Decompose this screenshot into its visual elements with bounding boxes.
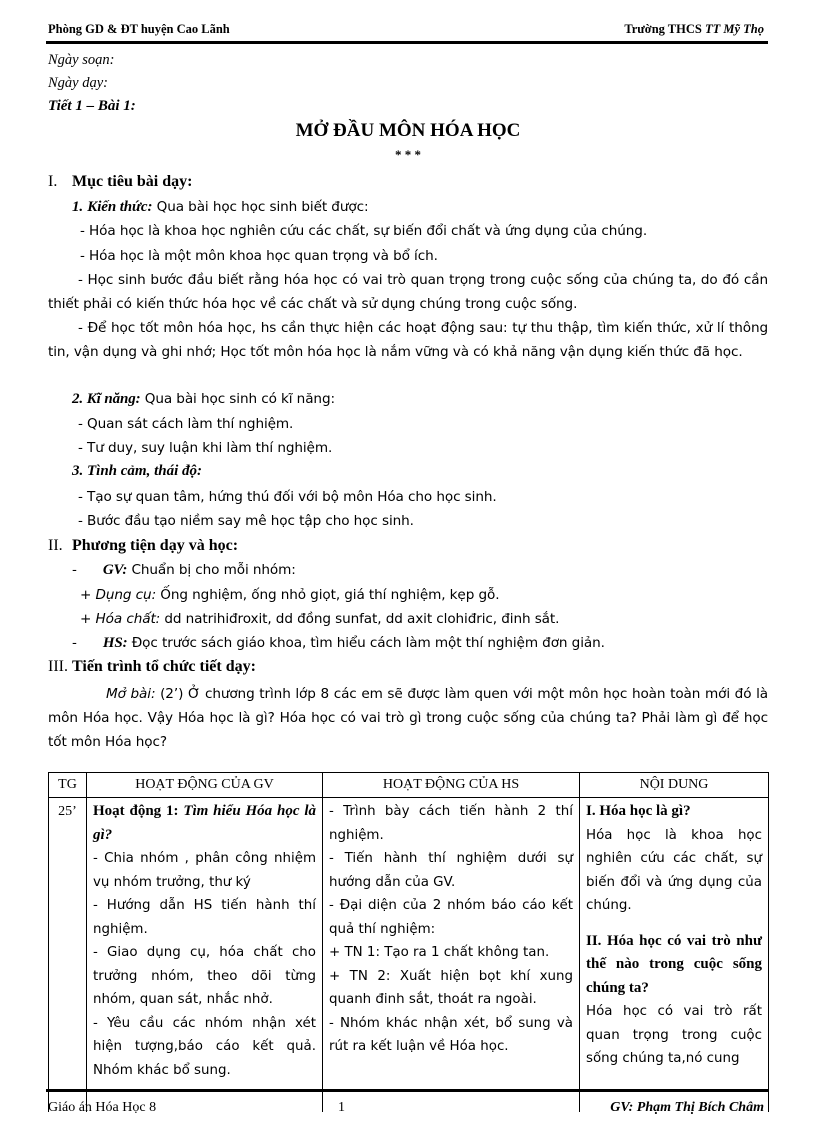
teacher-label: GV: xyxy=(102,562,128,578)
skills-label: 2. Kĩ năng: xyxy=(72,391,141,407)
tools-line xyxy=(80,587,499,603)
page-footer xyxy=(48,1100,764,1120)
attitude-line-2: - Bước đầu tạo niềm say mê học tập cho học sinh. xyxy=(78,513,414,529)
tools-plus: + xyxy=(80,587,92,603)
header-department: Phòng GD & ĐT huyện Cao Lãnh xyxy=(48,22,230,36)
title-ornament: * * * xyxy=(395,147,421,162)
content-spacer xyxy=(586,918,762,930)
tools-label: Dụng cụ: xyxy=(95,587,157,603)
knowledge-line-4: - Để học tốt môn hóa học, hs cần thực hiện các hoạt động sau: tự thu thập, tìm kiến thức, xử lí thông tin, vận dụng và ghi nhớ; Học tốt môn hóa học là nắm vững và có khả năng vận dụng kiến thức đã học. xyxy=(48,320,768,360)
footer-course: Giáo án Hóa Học 8 xyxy=(48,1100,157,1115)
section-1-number: I. xyxy=(48,173,58,190)
knowledge-line-1: - Hóa học là khoa học nghiên cứu các chất, sự biến đổi chất và ứng dụng của chúng. xyxy=(80,223,648,239)
header-teacher-activity: HOẠT ĐỘNG CỦA GV xyxy=(87,773,323,798)
header-student-activity: HOẠT ĐỘNG CỦA HS xyxy=(323,773,580,798)
teacher-step-2: - Hướng dẫn HS tiến hành thí nghiệm. xyxy=(93,898,316,937)
lesson-number: Tiết 1 – Bài 1: xyxy=(48,98,136,114)
student-label: HS: xyxy=(102,635,128,651)
table-row xyxy=(49,798,769,1113)
knowledge-number: 1. xyxy=(72,199,84,215)
activity-heading-title: Tìm hiểu Hóa học là gì? xyxy=(93,803,317,843)
section-2-number: II. xyxy=(48,537,63,554)
student-prep-line xyxy=(72,635,605,652)
knowledge-heading xyxy=(72,199,368,216)
section-3-heading xyxy=(48,658,256,676)
activity-heading-prefix: Hoạt động 1: xyxy=(93,803,184,819)
header-school-prefix: Trường THCS xyxy=(624,22,702,36)
student-step-4: + TN 1: Tạo ra 1 chất không tan. xyxy=(329,945,550,960)
header-time: TG xyxy=(49,773,87,798)
footer-teacher: GV: Phạm Thị Bích Châm xyxy=(610,1100,764,1115)
lesson-intro-text: (2’) Ở chương trình lớp 8 các em sẽ được làm quen với một môn học hoàn toàn mới đó là môn Hóa học. Vậy Hóa học là gì? Hóa học có vai trò gì trong cuộc sống của chúng ta? Phải làm gì để học tốt môn Hóa học? xyxy=(48,686,768,750)
table-header-row xyxy=(49,773,769,798)
knowledge-intro: Qua bài học học sinh biết được: xyxy=(152,199,369,215)
prep-date-label: Ngày soạn: xyxy=(48,52,115,68)
content-heading-1: I. Hóa học là gì? xyxy=(586,803,691,819)
content-text-1: Hóa học là khoa học nghiên cứu các chất, sự biến đổi và ứng dụng của chúng. xyxy=(586,827,762,913)
skills-intro: Qua bài học sinh có kĩ năng: xyxy=(140,391,335,407)
page-title: MỞ ĐẦU MÔN HÓA HỌC xyxy=(295,120,521,141)
teacher-step-4: - Yêu cầu các nhóm nhận xét hiện tượng,báo cáo kết quả. Nhóm khác bổ sung. xyxy=(93,1015,316,1078)
student-step-3: - Đại diện của 2 nhóm báo cáo kết quả thí nghiệm: xyxy=(329,898,573,937)
student-step-5: + TN 2: Xuất hiện bọt khí xung quanh đinh sắt, thoát ra ngoài. xyxy=(329,968,573,1007)
page-header xyxy=(48,22,764,40)
teacher-activity-cell xyxy=(87,798,323,1113)
content-cell xyxy=(580,798,769,1113)
knowledge-label: Kiến thức: xyxy=(87,199,153,215)
footer-rule xyxy=(46,1089,768,1092)
lesson-plan-table xyxy=(48,772,769,1112)
tools-text: Ống nghiệm, ống nhỏ giọt, giá thí nghiệm, kẹp gỗ. xyxy=(156,587,500,603)
footer-page-number: 1 xyxy=(338,1100,345,1115)
student-step-1: - Trình bày cách tiến hành 2 thí nghiệm. xyxy=(329,804,573,843)
student-activity-cell xyxy=(323,798,580,1113)
student-dash: - xyxy=(72,635,77,651)
skills-line-1: - Quan sát cách làm thí nghiệm. xyxy=(78,416,294,432)
header-school-name: TT Mỹ Thọ xyxy=(704,22,764,36)
chemicals-text: dd natrihiđroxit, dd đồng sunfat, dd axit clohiđric, đinh sắt. xyxy=(160,611,560,627)
attitude-line-1: - Tạo sự quan tâm, hứng thú đối với bộ môn Hóa cho học sinh. xyxy=(78,489,497,505)
chemicals-line xyxy=(80,611,559,627)
student-step-2: - Tiến hành thí nghiệm dưới sự hướng dẫn của GV. xyxy=(329,851,573,890)
content-heading-2: II. Hóa học có vai trò như thế nào trong cuộc sống chúng ta? xyxy=(586,932,762,996)
teach-date-label: Ngày dạy: xyxy=(48,75,108,91)
section-2-heading xyxy=(48,537,238,555)
teacher-step-3: - Giao dụng cụ, hóa chất cho trưởng nhóm, theo dõi từng nhóm, quan sát, nhắc nhở. xyxy=(93,945,316,1007)
section-2-title: Phương tiện dạy và học: xyxy=(72,537,239,554)
student-step-6: - Nhóm khác nhận xét, bổ sung và rút ra kết luận về Hóa học. xyxy=(329,1015,573,1054)
activity-heading xyxy=(93,800,316,847)
lesson-intro xyxy=(48,682,768,754)
header-rule xyxy=(46,41,768,44)
chemicals-label: Hóa chất: xyxy=(95,611,161,627)
teacher-step-1: - Chia nhóm , phân công nhiệm vụ nhóm trưởng, thư ký xyxy=(93,851,316,890)
knowledge-line-3: - Học sinh bước đầu biết rằng hóa học có vai trò quan trọng trong cuộc sống của chúng ta, do đó cần thiết phải có kiến thức hóa học về các chất và sử dụng chúng trong cuộc sống. xyxy=(48,272,768,312)
section-3-title: Tiến trình tổ chức tiết dạy: xyxy=(72,658,256,675)
skills-line-2: - Tư duy, suy luận khi làm thí nghiệm. xyxy=(78,440,333,456)
student-prep-text: Đọc trước sách giáo khoa, tìm hiểu cách làm một thí nghiệm đơn giản. xyxy=(127,635,605,651)
teacher-prep-line xyxy=(72,562,296,579)
time-cell: 25’ xyxy=(49,798,87,1113)
knowledge-line-2: - Hóa học là một môn khoa học quan trọng và bổ ích. xyxy=(80,248,438,264)
section-3-number: III. xyxy=(48,658,68,675)
header-school xyxy=(624,22,764,37)
attitude-heading: 3. Tình cảm, thái độ: xyxy=(72,463,203,479)
teacher-prep-text: Chuẩn bị cho mỗi nhóm: xyxy=(127,562,296,578)
skills-heading xyxy=(72,391,335,408)
teacher-dash: - xyxy=(72,562,77,578)
chemicals-plus: + xyxy=(80,611,92,627)
header-content: NỘI DUNG xyxy=(580,773,769,798)
section-1-title: Mục tiêu bài dạy: xyxy=(72,173,193,190)
content-text-2: Hóa học có vai trò rất quan trọng trong cuộc sống chúng ta,nó cung xyxy=(586,1004,762,1066)
section-1-heading xyxy=(48,173,192,191)
lesson-intro-label: Mở bài: xyxy=(106,686,156,702)
